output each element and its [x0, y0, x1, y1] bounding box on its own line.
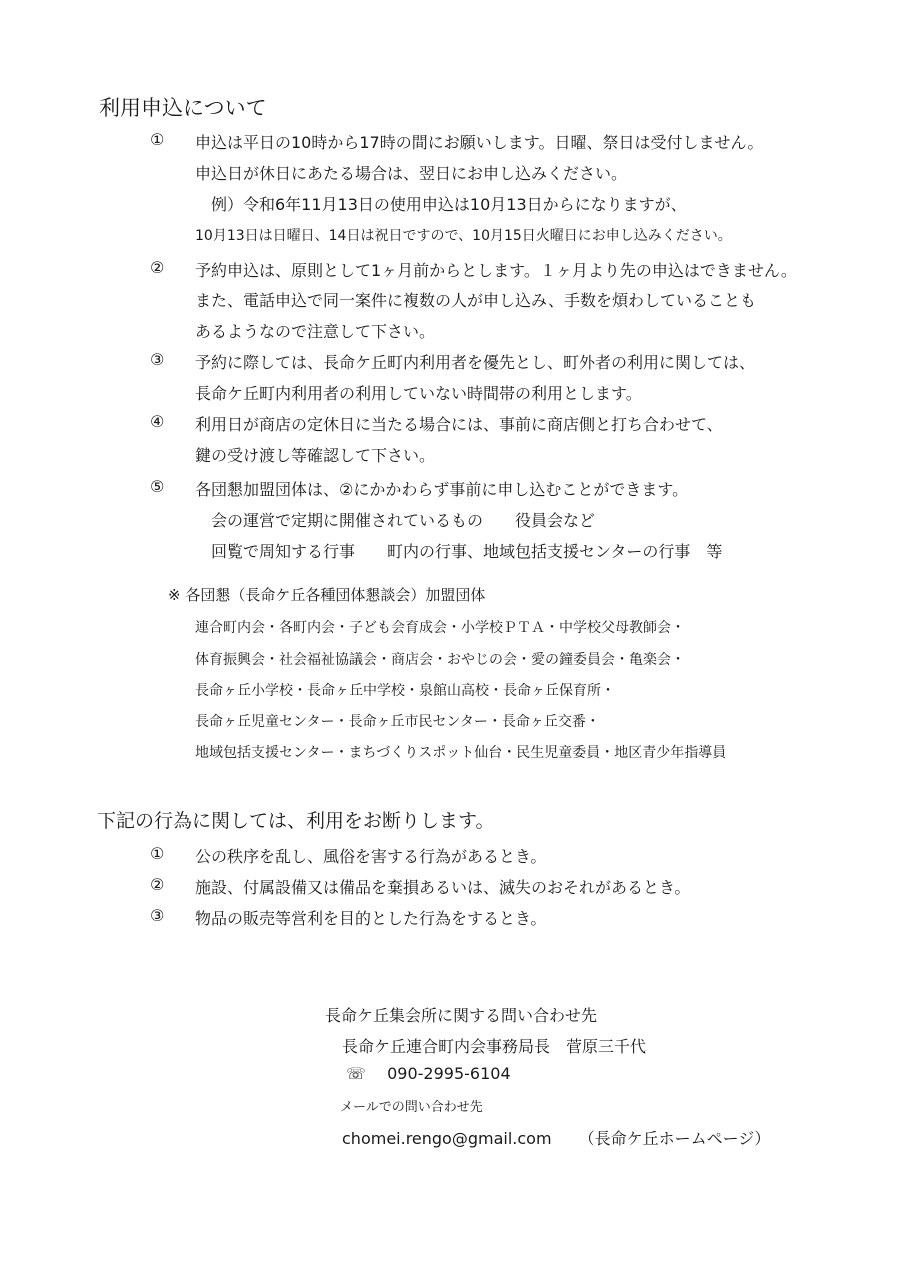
item-text: 利用日が商店の定休日に当たる場合には、事前に商店側と打ち合わせて、 [195, 415, 723, 434]
item-text: 申込は平日の10時から17時の間にお願いします。日曜、祭日は受付しません。 [195, 133, 764, 152]
item-text: 長命ケ丘町内利用者の利用していない時間帯の利用とします。 [195, 384, 642, 403]
item-number: ③ [150, 350, 165, 369]
item-text: 各団懇加盟団体は、②にかかわらず事前に申し込むことができます。 [195, 480, 689, 499]
item-number: ③ [150, 906, 165, 925]
item-number: ⑤ [150, 477, 165, 496]
email-address[interactable]: chomei.rengo@gmail.com [342, 1129, 552, 1148]
phone-number: 090-2995-6104 [387, 1064, 511, 1083]
item-text: また、電話申込で同一案件に複数の人が申し込み、手数を煩わしていることも [195, 291, 756, 310]
member-groups-title: ※ 各団懇（長命ケ丘各種団体懇談会）加盟団体 [168, 586, 486, 604]
item-number: ① [150, 844, 165, 863]
item-text: 例）令和6年11月13日の使用申込は10月13日からになりますが、 [195, 195, 687, 214]
item-text: 申込日が休日にあたる場合は、翌日にお申し込みください。 [195, 164, 628, 183]
member-groups-line: 地域包括支援センター・まちづくりスポット仙台・民生児童委員・地区青少年指導員 [195, 745, 727, 761]
member-groups-line: 長命ヶ丘小学校・長命ヶ丘中学校・泉館山高校・長命ヶ丘保育所・ [195, 683, 615, 699]
section-title-refusal: 下記の行為に関しては、利用をお断りします。 [97, 810, 495, 832]
phone-line [346, 1064, 511, 1083]
item-text: 鍵の受け渡し等確認して下さい。 [195, 446, 436, 465]
member-groups-line: 体育振興会・社会福祉協議会・商店会・おやじの会・愛の鐘委員会・亀楽会・ [195, 652, 685, 668]
item-text: 施設、付属設備又は備品を棄損あるいは、滅失のおそれがあるとき。 [195, 878, 691, 897]
member-groups-line: 連合町内会・各町内会・子ども会育成会・小学校ＰＴＡ・中学校父母教師会・ [195, 620, 685, 636]
item-text: 10月13日は日曜日、14日は祝日ですので、10月15日火曜日にお申し込みください。 [195, 228, 732, 244]
item-number: ② [150, 258, 165, 277]
phone-icon: ☏ [346, 1064, 367, 1083]
section-title-usage: 利用申込について [99, 96, 267, 120]
item-text: 予約申込は、原則として1ヶ月前からとします。１ヶ月より先の申込はできません。 [195, 261, 797, 280]
contact-title: 長命ケ丘集会所に関する問い合わせ先 [325, 1006, 598, 1025]
item-number: ② [150, 875, 165, 894]
item-text: 回覧で周知する行事 町内の行事、地域包括支援センターの行事 等 [195, 542, 723, 561]
email-note: （長命ケ丘ホームページ） [578, 1129, 771, 1148]
item-number: ① [150, 130, 165, 149]
item-text: あるようなので注意して下さい。 [195, 322, 436, 341]
mail-label: メールでの問い合わせ先 [340, 1100, 483, 1115]
item-number: ④ [150, 412, 165, 431]
item-text: 公の秩序を乱し、風俗を害する行為があるとき。 [195, 847, 547, 866]
contact-person: 長命ケ丘連合町内会事務局長 菅原三千代 [342, 1037, 647, 1056]
item-text: 予約に際しては、長命ケ丘町内利用者を優先とし、町外者の利用に関しては、 [195, 353, 756, 372]
email-line [342, 1126, 770, 1149]
item-text: 物品の販売等営利を目的とした行為をするとき。 [195, 909, 547, 928]
item-text: 会の運営で定期に開催されているもの 役員会など [195, 511, 596, 530]
member-groups-line: 長命ヶ丘児童センター・長命ヶ丘市民センター・長命ヶ丘交番・ [195, 714, 600, 730]
